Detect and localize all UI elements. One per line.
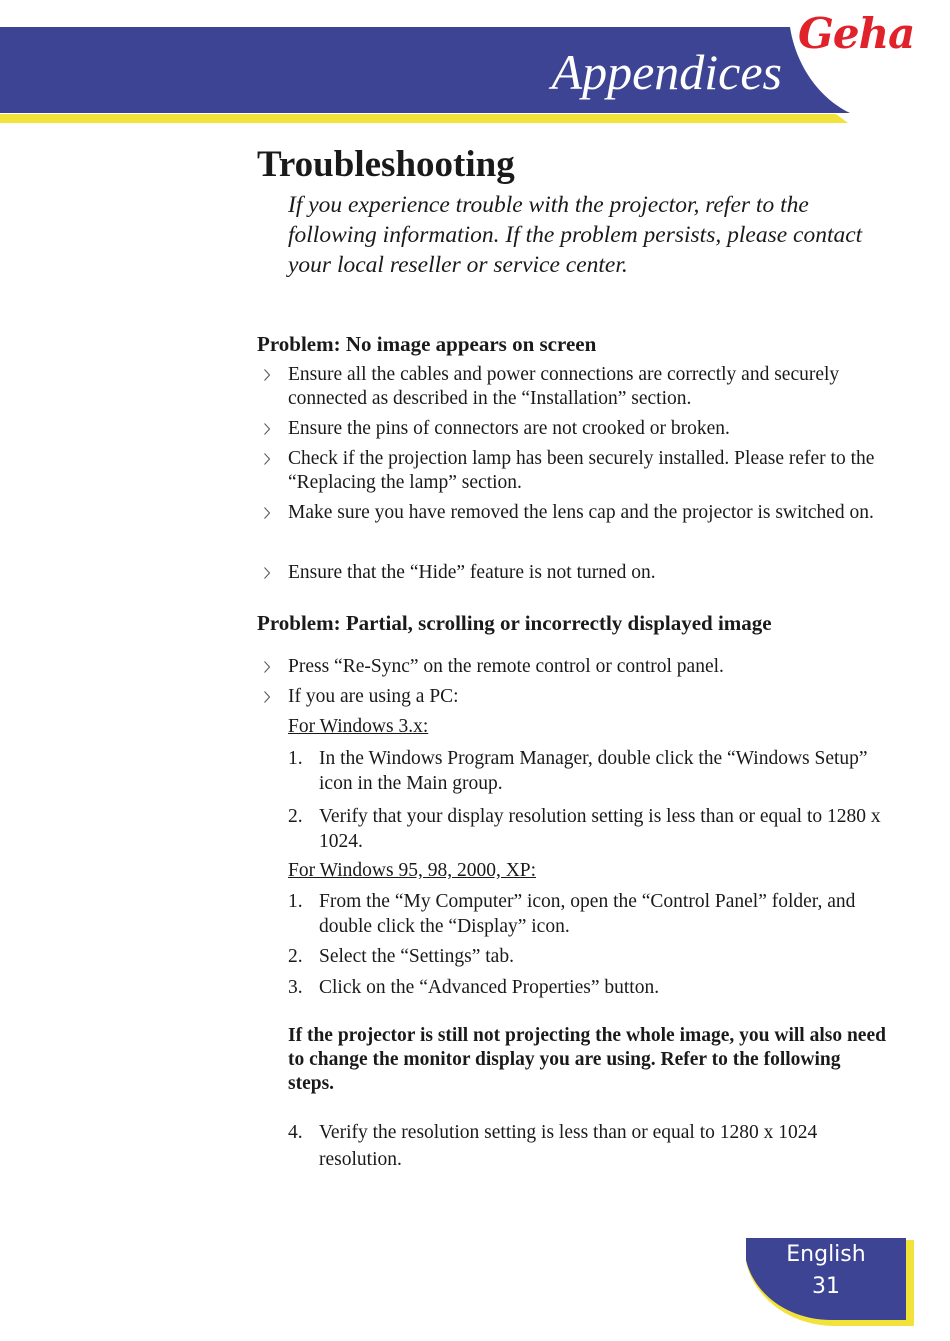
list-item: Press “Re-Sync” on the remote control or control panel. [264, 655, 884, 679]
arrow-bullet-icon [264, 567, 270, 579]
list-item: Ensure the pins of connectors are not crooked or broken. [264, 417, 884, 441]
section-title: Appendices [551, 44, 782, 100]
geha-logo: Geha [798, 9, 915, 58]
windows-3x-heading: For Windows 3.x: [288, 716, 429, 737]
list-item: If you are using a PC: [264, 685, 884, 709]
list-item: Check if the projection lamp has been securely installed. Please refer to the “Replacing the lamp” section. [264, 447, 884, 495]
arrow-bullet-icon [264, 369, 270, 381]
numbered-step: 1. From the “My Computer” icon, open the “Control Panel” folder, and double click the “Display” icon. [288, 891, 856, 937]
numbered-step: 4. Verify the resolution setting is less than or equal to 1280 x 1024 resolution. [288, 1122, 818, 1170]
page-title: Troubleshooting [257, 144, 515, 185]
numbered-step: 2. Verify that your display resolution setting is less than or equal to 1280 x 1024. [288, 806, 881, 852]
bold-note: If the projector is still not projecting the whole image, you will also need to change the monitor display you are using. Refer to the following steps. [288, 1025, 886, 1094]
list-item: Ensure all the cables and power connections are correctly and securely connected as described in the “Installation” section. [264, 363, 884, 411]
arrow-bullet-icon [264, 507, 270, 519]
arrow-bullet-icon [264, 661, 270, 673]
list-item: Ensure that the “Hide” feature is not turned on. [264, 561, 884, 585]
page-number: 31 [812, 1274, 840, 1299]
problem-heading-partial-image: Problem: Partial, scrolling or incorrectly displayed image [257, 611, 772, 635]
intro-paragraph: If you experience trouble with the projector, refer to the following information. If the problem persists, please contact your local reseller or service center. [288, 192, 863, 278]
list-item: Make sure you have removed the lens cap and the projector is switched on. [264, 501, 884, 525]
header-yellow-underline [0, 114, 848, 123]
arrow-bullet-icon [264, 453, 270, 465]
numbered-step: 3. Click on the “Advanced Properties” button. [288, 977, 660, 998]
language-label: English [786, 1242, 866, 1267]
windows-95-heading: For Windows 95, 98, 2000, XP: [288, 860, 537, 881]
numbered-step: 1. In the Windows Program Manager, double click the “Windows Setup” icon in the Main group. [288, 748, 868, 794]
numbered-step: 2. Select the “Settings” tab. [288, 946, 514, 967]
arrow-bullet-icon [264, 691, 270, 703]
arrow-bullet-icon [264, 423, 270, 435]
problem-heading-no-image: Problem: No image appears on screen [257, 332, 597, 356]
